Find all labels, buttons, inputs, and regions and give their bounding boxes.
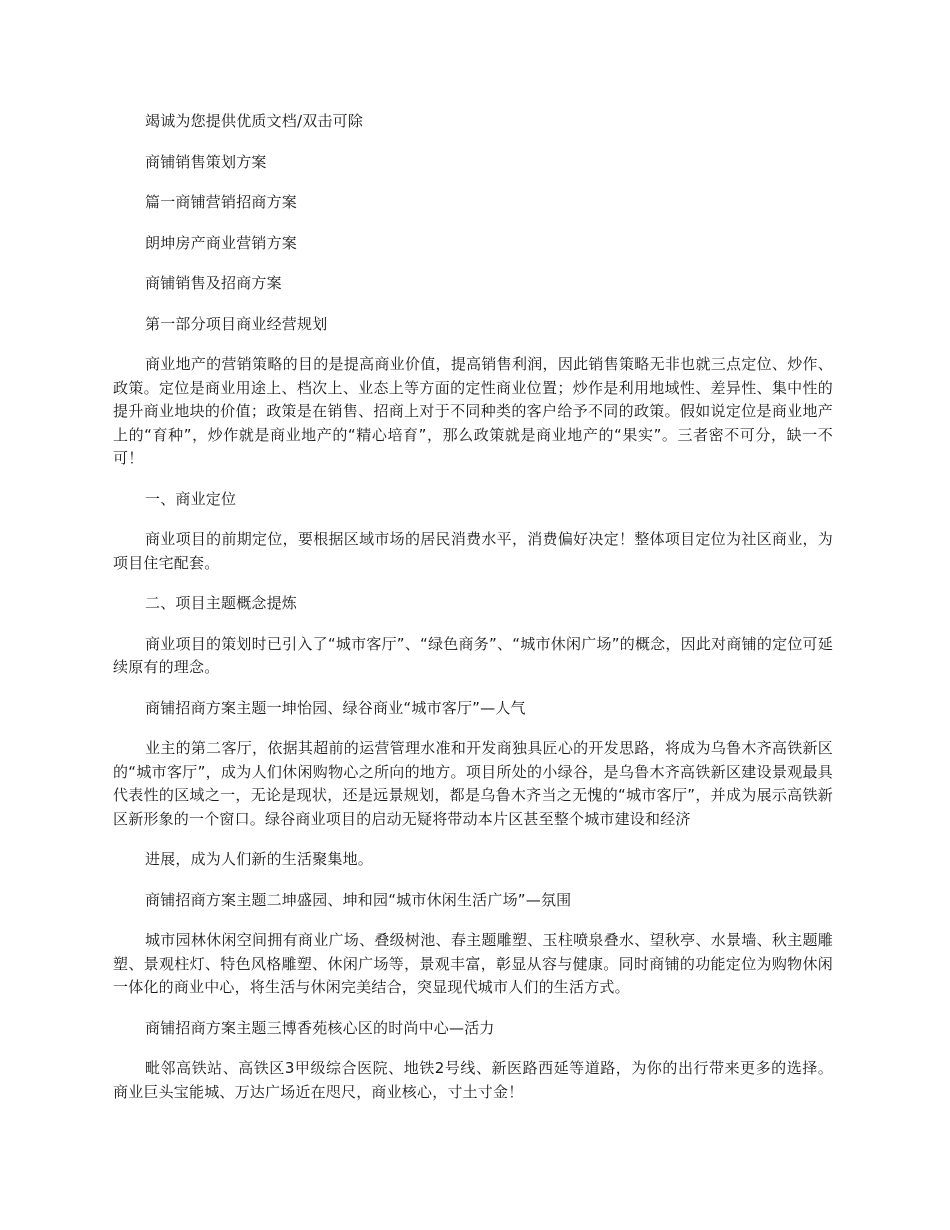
paragraph-theme-one-cont: 进展，成为人们新的生活聚集地。 xyxy=(145,850,374,868)
paragraph-concept: 商业项目的策划时已引入了“城市客厅”、“绿色商务”、“城市休闲广场”的概念，因此对商铺的定位可延续原有的理念。 xyxy=(113,634,833,676)
paragraph-theme-three: 毗邻高铁站、高铁区3甲级综合医院、地铁2号线、新医路西延等道路，为你的出行带来更多的选择。商业巨头宝能城、万达广场近在咫尺，商业核心，寸土寸金！ xyxy=(113,1059,833,1101)
theme-three-title: 商铺招商方案主题三博香苑核心区的时尚中心—活力 xyxy=(145,1018,495,1037)
theme-two-title: 商铺招商方案主题二坤盛园、坤和园“城市休闲生活广场”—氛围 xyxy=(145,890,572,909)
paragraph-theme-two: 城市园林休闲空间拥有商业广场、叠级树池、春主题雕塑、玉柱喷泉叠水、望秋亭、水景墙、秋主题雕塑、景观柱灯、特色风格雕塑、休闲广场等，景观丰富，彰显从容与健康。同时商铺的功能定位为购物休闲一体化的商业中心，将生活与休闲完美结合，突显现代城市人们的生活方式。 xyxy=(113,931,833,996)
theme-one-title: 商铺招商方案主题一坤怡园、绿谷商业“城市客厅”—人气 xyxy=(145,698,526,717)
section-title: 朗坤房产商业营销方案 xyxy=(145,233,298,252)
heading-concept: 二、项目主题概念提炼 xyxy=(145,594,298,612)
paragraph-positioning: 商业项目的前期定位，要根据区域市场的居民消费水平，消费偏好决定！整体项目定位为社区商业，为项目住宅配套。 xyxy=(113,530,833,572)
paragraph-strategy: 商业地产的营销策略的目的是提高商业价值，提高销售利润，因此销售策略无非也就三点定位、炒作、政策。定位是商业用途上、档次上、业态上等方面的定性商业位置；炒作是利用地域性、差异性、集中性的提升商业地块的价值；政策是在销售、招商上对于不同种类的客户给予不同的政策。假如说定位是商业地产上的“育种”，炒作就是商业地产的“精心培育”，那么政策就是商业地产的“果实”。三者密不可分，缺一不可！ xyxy=(113,355,833,467)
document-title: 商铺销售策划方案 xyxy=(145,152,267,171)
header-note: 竭诚为您提供优质文档/双击可除 xyxy=(145,112,364,130)
subsection-title: 商铺销售及招商方案 xyxy=(145,274,282,292)
heading-positioning: 一、商业定位 xyxy=(145,489,237,508)
chapter-title: 篇一商铺营销招商方案 xyxy=(145,193,298,211)
paragraph-theme-one: 业主的第二客厅，依据其超前的运营管理水准和开发商独具匠心的开发思路，将成为乌鲁木齐高铁新区的“城市客厅”，成为人们休闲购物心之所向的地方。项目所处的小绿谷，是乌鲁木齐高铁新区建设景观最具代表性的区域之一，无论是现状，还是远景规划，都是乌鲁木齐当之无愧的“城市客厅”，并成为展示高铁新区新形象的一个窗口。绿谷商业项目的启动无疑将带动本片区甚至整个城市建设和经济 xyxy=(113,739,833,828)
document-page xyxy=(113,110,833,1121)
part-title: 第一部分项目商业经营规划 xyxy=(145,314,328,333)
